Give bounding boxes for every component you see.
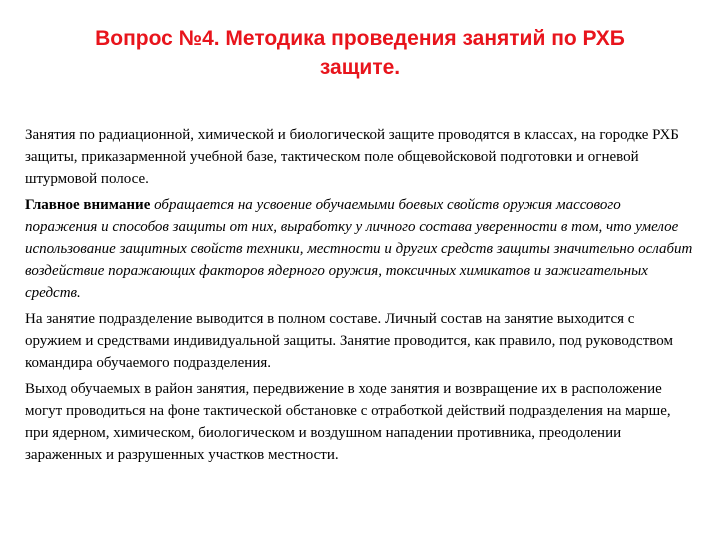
slide-title bbox=[40, 24, 680, 82]
slide-title-line-1: Вопрос №4. Методика проведения занятий по РХБ bbox=[95, 27, 625, 50]
paragraph-main-attention bbox=[25, 194, 693, 304]
slide-body bbox=[25, 124, 693, 470]
paragraph-emphasis: обращается на усвоение обучаемыми боевых свойств оружия массового поражения и способов защиты от них, выработку у личного состава уверенности в том, что умелое использование защитных свойств техники, местности и других средств защиты значительно ослабит воздействие поражающих факторов ядерного оружия, токсичных химикатов и зажигательных средств. bbox=[25, 197, 693, 301]
slide-title-line-2: защите. bbox=[319, 56, 401, 79]
paragraph-locations: Занятия по радиационной, химической и биологической защите проводятся в классах, на городке РХБ защиты, приказарменной учебной базе, тактическом поле общевойсковой подготовки и огневой штурмовой полосе. bbox=[25, 127, 679, 187]
paragraph-unit-participation: На занятие подразделение выводится в полном составе. Личный состав на занятие выходится с оружием и средствами индивидуальной защиты. Занятие проводится, как правило, под руководством командира обучаемого подразделения. bbox=[25, 311, 673, 371]
paragraph-lead: Главное внимание bbox=[25, 197, 151, 213]
paragraph-movement: Выход обучаемых в район занятия, передвижение в ходе занятия и возвращение их в расположение могут проводиться на фоне тактической обстановке с отработкой действий подразделения на марше, при ядерном, химическом, биологическом и воздушном нападении противника, преодолении зараженных и разрушенных участков местности. bbox=[25, 381, 671, 463]
